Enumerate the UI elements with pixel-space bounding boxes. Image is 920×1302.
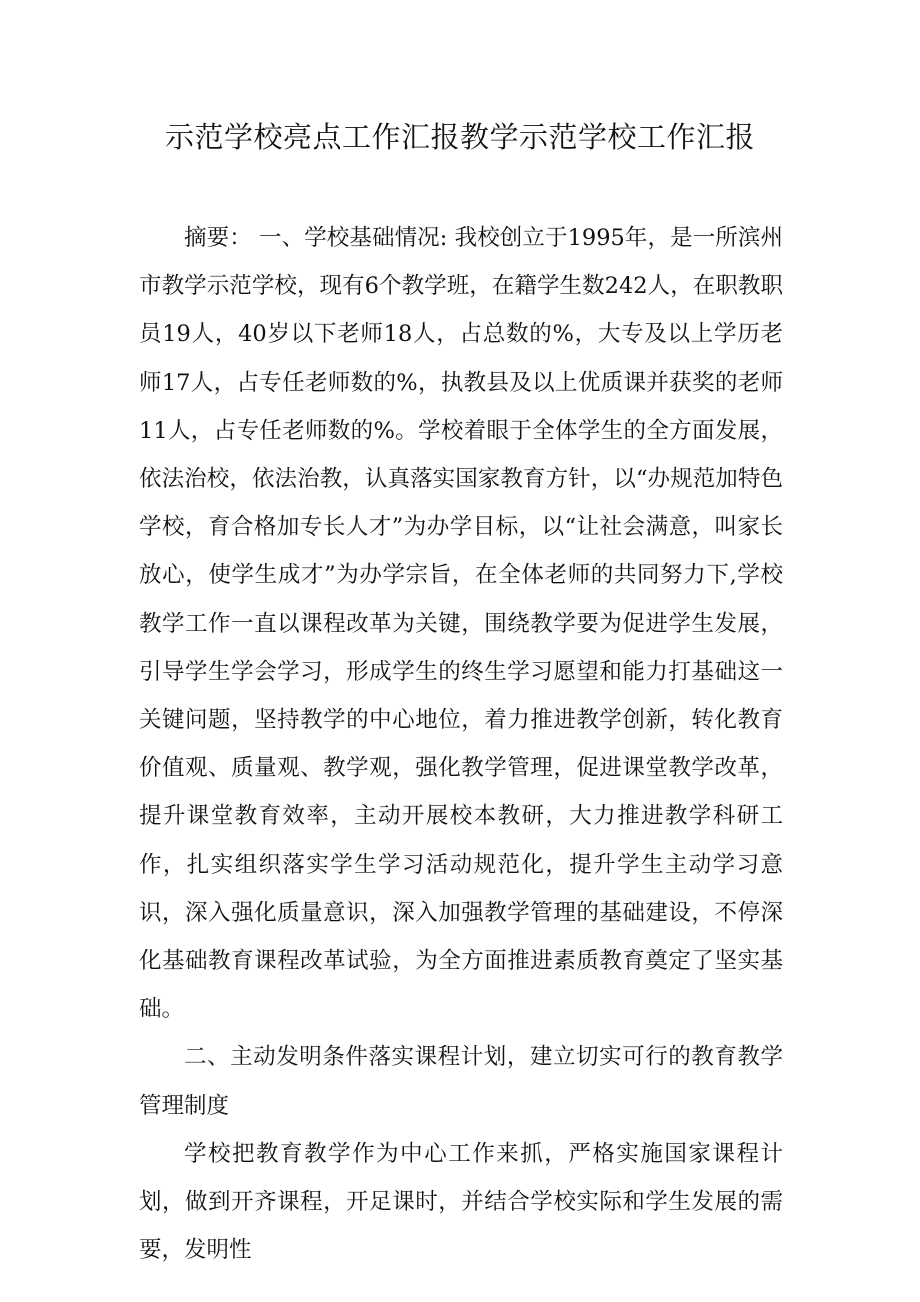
paragraph-body: 学校把教育教学作为中心工作来抓，严格实施国家课程计划，做到开齐课程，开足课时，并结合学校实际和学生发展的需要，发明性 bbox=[139, 1140, 783, 1264]
paragraph-section-heading: 二、主动发明条件落实课程计划，建立切实可行的教育教学管理制度 bbox=[139, 1044, 783, 1119]
document-body bbox=[139, 214, 783, 1274]
paragraph-summary: 摘要： 一、学校基础情况: 我校创立于1995年，是一所滨州市教学示范学校，现有6个教学班，在籍学生数242人，在职教职员19人，40岁以下老师18人，占总数的%，大专及以上学历老师17人，占专任老师数的%，执教县及以上优质课并获奖的老师11人，占专任老师数的%。学校着眼于全体学生的全方面发展，依法治校，依法治教，认真落实国家教育方针，以“办规范加特色学校，育合格加专长人才”为办学目标，以“让社会满意，叫家长放心，使学生成才”为办学宗旨，在全体老师的共同努力下,学校教学工作一直以课程改革为关键，围绕教学要为促进学生发展，引导学生学会学习，形成学生的终生学习愿望和能力打基础这一关键问题，坚持教学的中心地位，着力推进教学创新，转化教育价值观、质量观、教学观，强化教学管理，促进课堂教学改革，提升课堂教育效率，主动开展校本教研，大力推进教学科研工作，扎实组织落实学生学习活动规范化，提升学生主动学习意识，深入强化质量意识，深入加强教学管理的基础建设，不停深化基础教育课程改革试验，为全方面推进素质教育奠定了坚实基础。 bbox=[139, 225, 783, 1023]
document-title: 示范学校亮点工作汇报教学示范学校工作汇报 bbox=[164, 120, 755, 154]
